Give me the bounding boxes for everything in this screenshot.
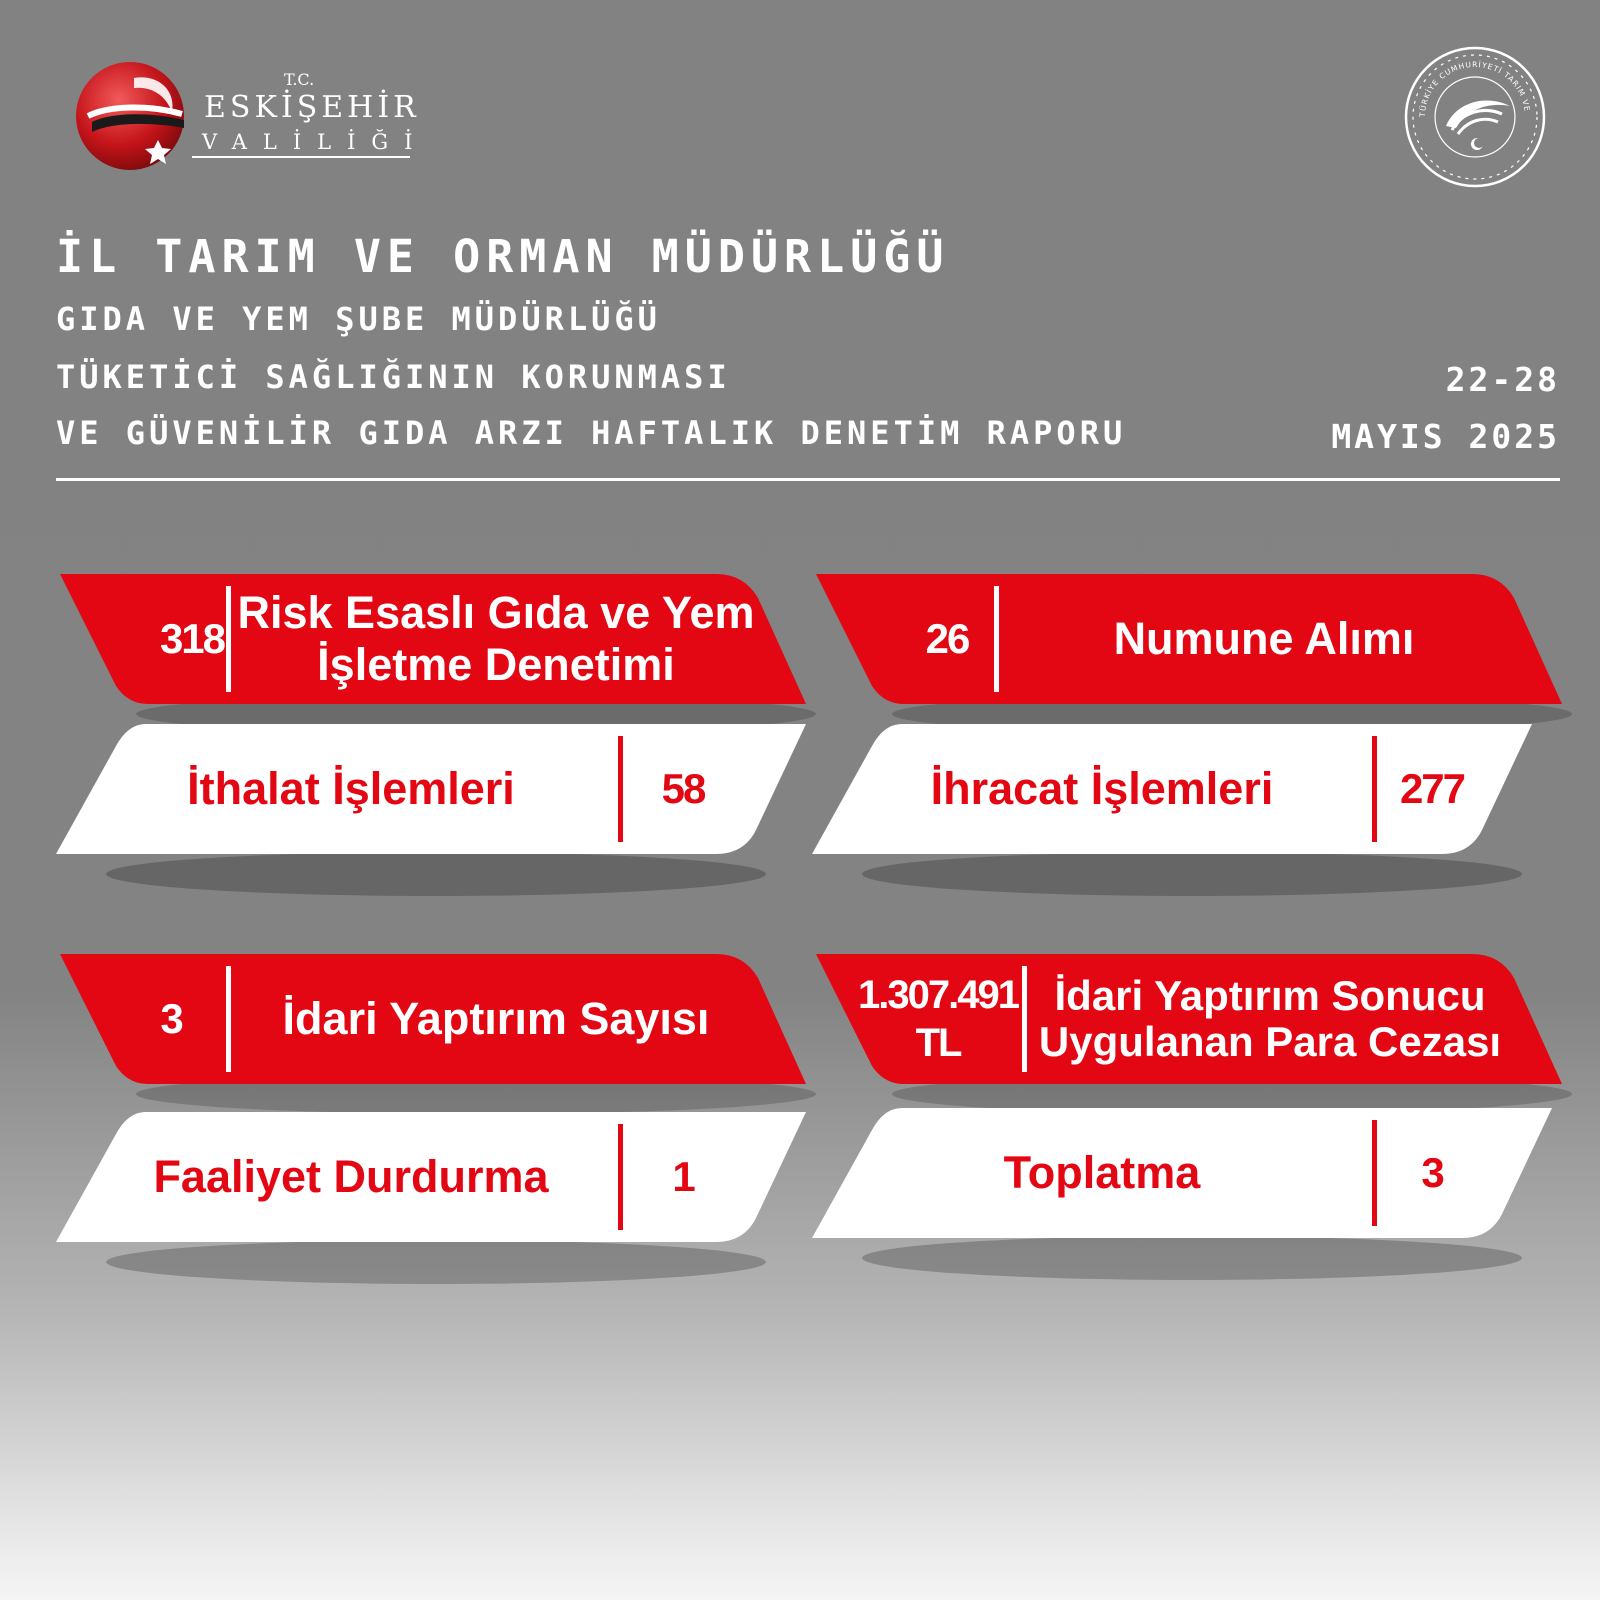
stat-card-recall: [812, 1108, 1562, 1238]
stat-value: 1.307.491 TL: [858, 973, 1018, 1065]
seal-text: TÜRKİYE CUMHURİYETİ TARIM VE: [1417, 59, 1532, 118]
subtitle-line-2: TÜKETİCİ SAĞLIĞININ KORUNMASI: [56, 358, 731, 396]
ministry-seal-icon: [1402, 44, 1548, 190]
date-month: MAYIS 2025: [1331, 417, 1560, 456]
stat-divider: [994, 586, 999, 692]
stat-divider: [1022, 966, 1027, 1072]
stat-value: 3: [160, 995, 182, 1042]
stat-divider: [226, 586, 231, 692]
stat-card-activity-suspension: [56, 1112, 806, 1242]
logo-city-text: ESKİŞEHİR: [204, 90, 420, 125]
stat-label: İhracat İşlemleri: [930, 763, 1274, 814]
stat-card-administrative-sanctions: [56, 954, 806, 1084]
ministry-seal-logo: [1402, 44, 1548, 190]
header-divider: [56, 478, 1560, 481]
stat-divider: [1372, 736, 1377, 842]
stat-label: Faaliyet Durdurma: [153, 1151, 549, 1202]
stat-value: 318: [159, 615, 225, 662]
stat-card-imports: [56, 724, 806, 854]
stat-card-exports: [812, 724, 1562, 854]
stat-card-risk-based-inspection: [56, 574, 806, 704]
stat-divider: [1372, 1120, 1377, 1226]
stat-value: 1: [672, 1153, 694, 1200]
stat-label: Toplatma: [1003, 1147, 1201, 1198]
date-range: 22-28: [1445, 360, 1560, 399]
subtitle-line-3: VE GÜVENİLİR GIDA ARZI HAFTALIK DENETİM RAPORU: [56, 414, 1127, 452]
logo-office-text: VALİLİĞİ: [202, 130, 429, 154]
stat-value: 58: [661, 765, 705, 812]
stat-divider: [618, 736, 623, 842]
stat-value: 3: [1421, 1149, 1443, 1196]
stat-card-sample-collection: [812, 574, 1562, 704]
stat-label: İdari Yaptırım Sonucu Uygulanan Para Cezası: [1038, 972, 1502, 1065]
stat-label: İdari Yaptırım Sayısı: [282, 993, 710, 1044]
page-title: İL TARIM VE ORMAN MÜDÜRLÜĞÜ: [56, 230, 950, 283]
logo-tc-text: T.C.: [284, 70, 315, 89]
subtitle-line-1: GIDA VE YEM ŞUBE MÜDÜRLÜĞÜ: [56, 300, 661, 338]
stat-label: Numune Alımı: [1113, 613, 1415, 664]
eskisehir-emblem-icon: [72, 60, 192, 178]
stat-label: İthalat İşlemleri: [187, 763, 515, 814]
stat-divider: [618, 1124, 623, 1230]
stat-divider: [226, 966, 231, 1072]
stat-value: 277: [1399, 765, 1465, 812]
stat-card-fines: [812, 954, 1562, 1084]
eskisehir-valiligi-logo: [72, 60, 432, 178]
stat-value: 26: [925, 615, 969, 662]
stat-label: Risk Esaslı Gıda ve Yem İşletme Denetimi: [237, 587, 755, 690]
logo-underline: [192, 156, 410, 158]
